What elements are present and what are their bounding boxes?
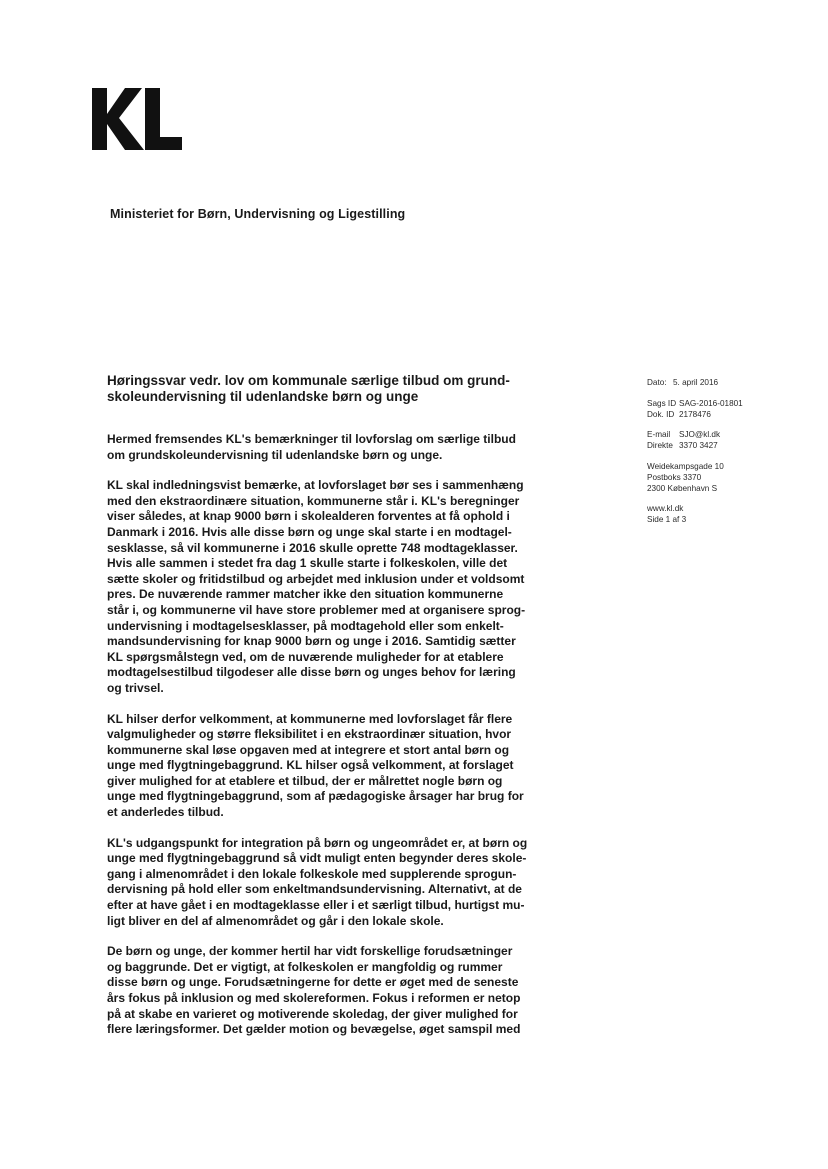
address-line: 2300 København S	[647, 483, 718, 493]
text-line: om grundskoleundervisning til udenlandske børn og unge.	[107, 447, 443, 462]
direct-phone-value: 3370 3427	[679, 441, 718, 451]
text-line: viser således, at knap 9000 børn i skolealderen forventes at få ophold i	[107, 509, 510, 524]
case-id-value: SAG-2016-01801	[679, 398, 743, 408]
text-line: og baggrunde. Det er vigtigt, at folkeskolen er mangfoldig og rummer	[107, 959, 503, 974]
direct-phone-label: Direkte	[647, 441, 673, 451]
paragraph-background	[107, 944, 537, 1038]
paragraph-intro	[107, 432, 537, 463]
text-line: KL's udgangspunkt for integration på børn og ungeområdet er, at børn og	[107, 835, 528, 850]
text-line: sætte skoler og fritidstilbud og arbejdet med inklusion under et voldsomt	[107, 571, 525, 586]
text-line: De børn og unge, der kommer hertil har vidt forskellige forudsætninger	[107, 944, 513, 959]
paragraph-situation	[107, 478, 537, 696]
text-line: dervisning på hold eller som enkeltmandsundervisning. Alternativt, at de	[107, 882, 522, 897]
doc-id-value: 2178476	[679, 409, 711, 419]
text-line: på at skabe en varieret og motiverende skoledag, der giver mulighed for	[107, 1006, 518, 1021]
kl-logo	[92, 84, 182, 154]
text-line: modtagelsestilbud tilgodeser alle disse børn og unges behov for læring	[107, 665, 516, 680]
case-id-row	[647, 399, 797, 410]
text-line: års fokus på inklusion og med skolereformen. Fokus i reformen er netop	[107, 991, 521, 1005]
text-line: unge med flygtningebaggrund, som af pædagogiske årsager har brug for	[107, 789, 524, 804]
text-line: KL hilser derfor velkomment, at kommunerne med lovforslaget får flere	[107, 711, 513, 726]
text-line: med den ekstraordinære situation, kommunerne står i. KL's beregninger	[107, 493, 520, 508]
letter-title	[107, 373, 537, 405]
paragraph-welcome	[107, 712, 537, 821]
text-line: Danmark i 2016. Hvis alle disse børn og unge skal starte i en modtagel-	[107, 524, 512, 539]
title-line: skoleundervisning til udenlandske børn og unge	[107, 389, 419, 404]
doc-id-row	[647, 410, 797, 421]
text-line: et anderledes tilbud.	[107, 805, 224, 820]
email-row	[647, 430, 797, 441]
text-line: står i, og kommunerne vil have store problemer med at organisere sprog-	[107, 602, 526, 617]
text-line: og trivsel.	[107, 680, 164, 695]
text-line: efter at have gået i en modtageklasse eller i et særligt tilbud, hurtigst mu-	[107, 898, 525, 913]
text-line: Hermed fremsendes KL's bemærkninger til lovforslag om særlige tilbud	[107, 432, 516, 446]
text-line: giver mulighed for at etablere et tilbud, der er målrettet nogle børn og	[107, 773, 503, 788]
logo-letter-k	[92, 88, 144, 150]
text-line: kommunerne skal løse opgaven med at integrere et stort antal børn og	[107, 742, 510, 757]
email-label: E-mail	[647, 430, 671, 440]
text-line: flere læringsformer. Det gælder motion og bevægelse, øget samspil med	[107, 1022, 521, 1037]
title-line: Høringssvar vedr. lov om kommunale særlige tilbud om grund-	[107, 373, 510, 388]
recipient: Ministeriet for Børn, Undervisning og Ligestilling	[110, 207, 406, 221]
text-line: Hvis alle sammen i stedet fra dag 1 skulle starte i folkeskolen, ville det	[107, 556, 508, 571]
text-line: mandsundervisning for knap 9000 børn og unge i 2016. Samtidig sætter	[107, 634, 516, 649]
text-line: valgmuligheder og større fleksibilitet i en ekstraordinær situation, hvor	[107, 727, 512, 742]
document-info-sidebar	[647, 378, 797, 526]
logo-letter-l	[145, 88, 182, 150]
letter-body	[107, 373, 537, 1053]
paragraph-integration	[107, 836, 537, 930]
text-line: undervisning i modtagelsesklasser, på modtagehold eller som enkelt-	[107, 618, 504, 633]
date-value: 5. april 2016	[673, 378, 719, 387]
doc-id-label: Dok. ID	[647, 409, 675, 419]
text-line: unge med flygtningebaggrund. KL hilser også velkomment, at forslaget	[107, 758, 514, 773]
date-label: Dato:	[647, 378, 667, 387]
text-line: pres. De nuværende rammer matcher ikke den situation kommunerne	[107, 587, 504, 602]
text-line: disse børn og unge. Forudsætningerne for dette er øget med de seneste	[107, 975, 519, 990]
website: www.kl.dk	[647, 504, 684, 514]
text-line: gang i almenområdet i den lokale folkeskole med supplerende sprogun-	[107, 866, 517, 881]
case-id-label: Sags ID	[647, 398, 677, 408]
text-line: unge med flygtningebaggrund så vidt muligt enten begynder deres skole-	[107, 851, 527, 866]
address-line: Postboks 3370	[647, 472, 702, 482]
text-line: KL spørgsmålstegn ved, om de nuværende muligheder for at etablere	[107, 649, 504, 664]
direct-phone-row	[647, 441, 797, 452]
page-number: Side 1 af 3	[647, 515, 687, 525]
text-line: ligt bliver en del af almenområdet og går i den lokale skole.	[107, 913, 444, 928]
address-line: Weidekampsgade 10	[647, 461, 724, 471]
text-line: sesklasse, så vil kommunerne i 2016 skulle oprette 748 modtageklasser.	[107, 540, 518, 555]
date-row	[647, 378, 797, 389]
email-value: SJO@kl.dk	[679, 430, 721, 440]
text-line: KL skal indledningsvist bemærke, at lovforslaget bør ses i sammenhæng	[107, 478, 524, 493]
